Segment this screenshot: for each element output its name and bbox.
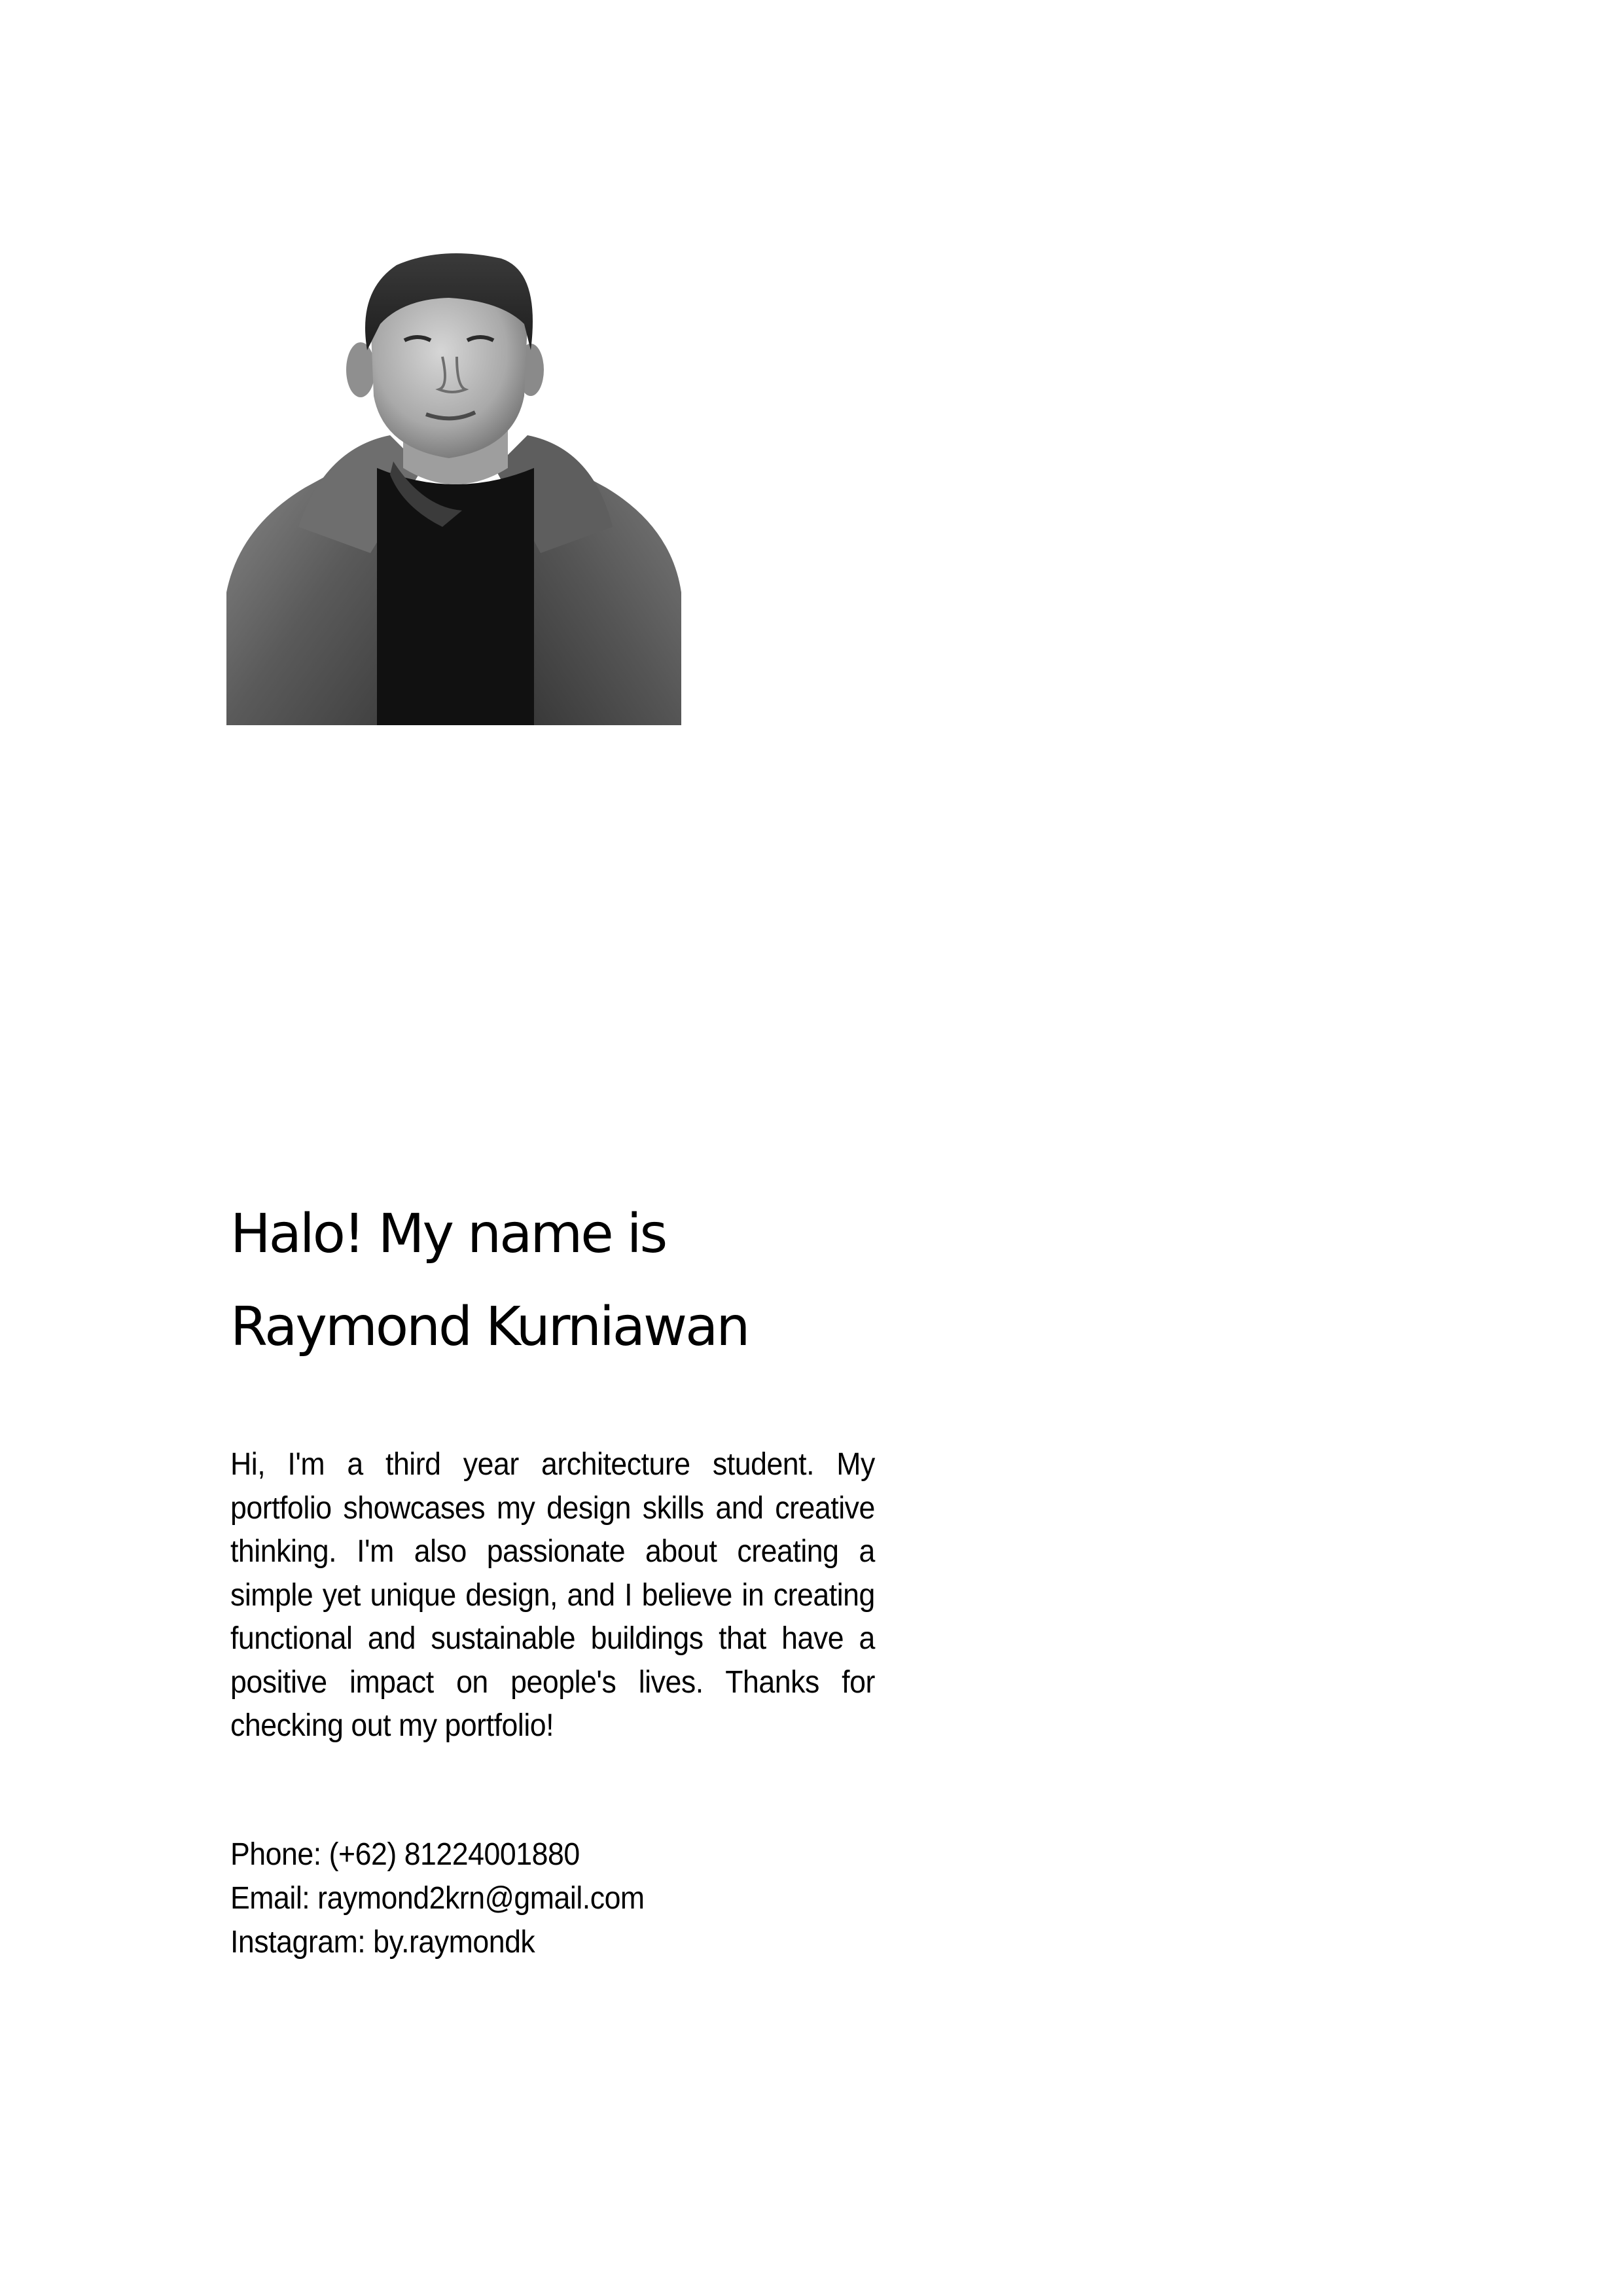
greeting-line-1: Halo! My name is bbox=[230, 1203, 666, 1265]
greeting-name: Raymond Kurniawan bbox=[230, 1296, 749, 1358]
profile-photo bbox=[226, 252, 681, 725]
bio-paragraph: Hi, I'm a third year architecture student. My portfolio showcases my design skills and creative thinking. I'm also passionate about creating a simple yet unique design, and I believe in creating functional and sustainable buildings that have a positive impact on people's lives. Thanks for checking out my portfolio! bbox=[230, 1447, 875, 1743]
greeting-heading bbox=[230, 1188, 1016, 1374]
email-text: Email: raymond2krn@gmail.com bbox=[230, 1881, 645, 1916]
portrait-illustration bbox=[226, 252, 681, 725]
contact-info bbox=[230, 1833, 645, 1964]
instagram-text: Instagram: by.raymondk bbox=[230, 1925, 535, 1960]
phone-text: Phone: (+62) 81224001880 bbox=[230, 1837, 580, 1872]
